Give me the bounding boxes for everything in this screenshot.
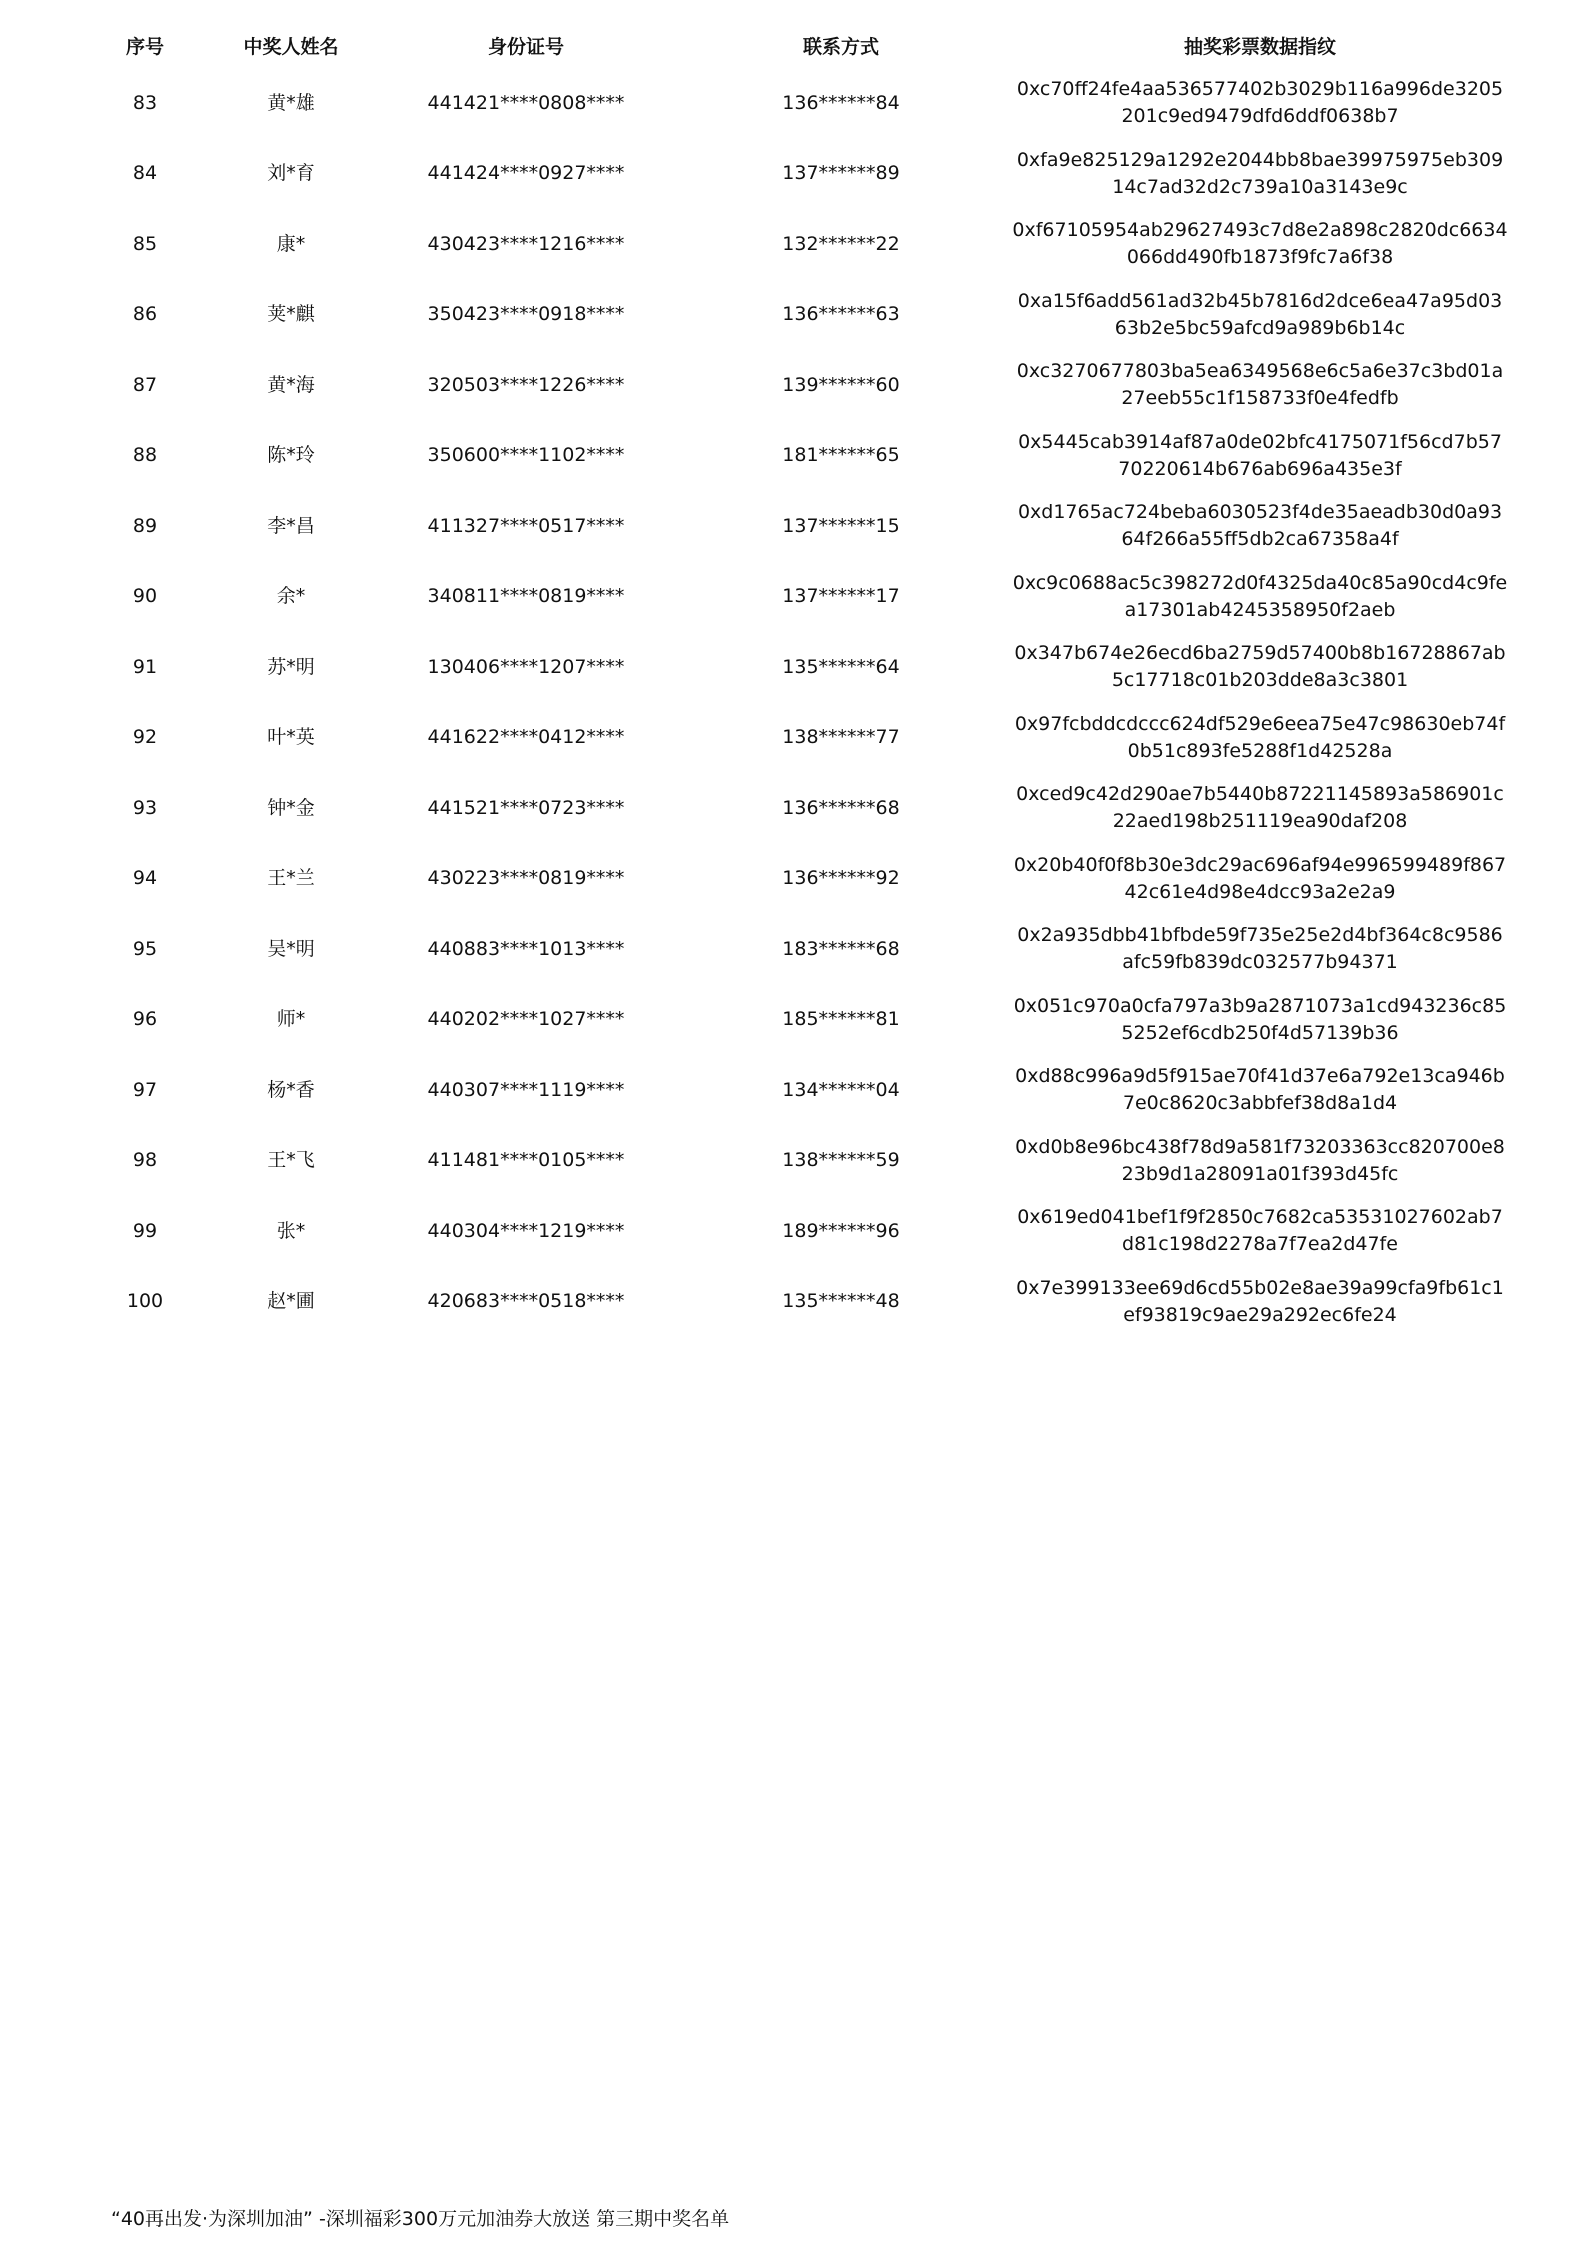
- cell-phone: 181******65: [782, 444, 900, 467]
- cell-fingerprint: [1006, 139, 1514, 210]
- cell-fingerprint: [1006, 421, 1514, 492]
- table-row: [84, 421, 1514, 492]
- fingerprint-line-2: ef93819c9ae29a292ec6fe24: [1123, 1303, 1397, 1326]
- cell-name: 黄*海: [267, 373, 315, 396]
- cell-id: 350600****1102****: [427, 444, 625, 467]
- table-row: [84, 773, 1514, 844]
- cell-name: 陈*玲: [267, 444, 315, 467]
- cell-name: 刘*育: [267, 162, 315, 185]
- fingerprint-line-1: 0x7e399133ee69d6cd55b02e8ae39a99cfa9fb61c1: [1016, 1276, 1504, 1299]
- table-header: [84, 22, 1514, 68]
- fingerprint-line-2: 23b9d1a28091a01f393d45fc: [1121, 1162, 1399, 1185]
- cell-id: 411481****0105****: [427, 1149, 625, 1172]
- cell-id: 440304****1219****: [427, 1219, 625, 1242]
- cell-name: 杨*香: [267, 1078, 315, 1101]
- cell-fingerprint: [1006, 1267, 1514, 1338]
- cell-fingerprint: [1006, 985, 1514, 1056]
- cell-name: 叶*英: [267, 726, 315, 749]
- cell-id: 440883****1013****: [427, 937, 625, 960]
- cell-id: 440202****1027****: [427, 1008, 625, 1031]
- table-row: [84, 562, 1514, 633]
- cell-no: 91: [132, 655, 158, 678]
- cell-fingerprint: [1006, 1196, 1514, 1267]
- cell-no: 100: [126, 1290, 164, 1313]
- cell-no: 90: [132, 585, 158, 608]
- cell-fingerprint: [1006, 280, 1514, 351]
- fingerprint-line-1: 0x051c970a0cfa797a3b9a2871073a1cd943236c85: [1013, 994, 1507, 1017]
- cell-no: 88: [132, 444, 158, 467]
- cell-name: 李*昌: [267, 514, 315, 537]
- cell-id: 440307****1119****: [427, 1078, 625, 1101]
- cell-phone: 137******17: [782, 585, 900, 608]
- cell-name: 黄*雄: [267, 91, 315, 114]
- table-row: [84, 703, 1514, 774]
- cell-name: 康*: [276, 232, 306, 255]
- cell-no: 95: [132, 937, 158, 960]
- fingerprint-line-1: 0xfa9e825129a1292e2044bb8bae39975975eb309: [1016, 148, 1504, 171]
- fingerprint-line-1: 0x2a935dbb41bfbde59f735e25e2d4bf364c8c9586: [1017, 924, 1503, 947]
- table-row: [84, 1267, 1514, 1338]
- table-row: [84, 1055, 1514, 1126]
- fingerprint-line-1: 0x619ed041bef1f9f2850c7682ca53531027602ab7: [1017, 1206, 1503, 1229]
- cell-no: 93: [132, 796, 158, 819]
- fingerprint-line-2: 63b2e5bc59afcd9a989b6b14c: [1114, 316, 1406, 339]
- header-row: [84, 22, 1514, 68]
- table-row: [84, 632, 1514, 703]
- table-row: [84, 985, 1514, 1056]
- cell-no: 92: [132, 726, 158, 749]
- cell-phone: 136******63: [782, 303, 900, 326]
- cell-name: 王*兰: [267, 867, 315, 890]
- cell-fingerprint: [1006, 703, 1514, 774]
- cell-phone: 136******92: [782, 867, 900, 890]
- cell-id: 441424****0927****: [427, 162, 625, 185]
- cell-name: 余*: [276, 585, 306, 608]
- fingerprint-line-1: 0xced9c42d290ae7b5440b87221145893a586901c: [1016, 783, 1504, 806]
- fingerprint-line-2: 64f266a55ff5db2ca67358a4f: [1121, 528, 1399, 551]
- header-fingerprint: 抽奖彩票数据指纹: [1183, 35, 1336, 58]
- table-row: [84, 914, 1514, 985]
- cell-fingerprint: [1006, 914, 1514, 985]
- table-row: [84, 1196, 1514, 1267]
- table-row: [84, 68, 1514, 139]
- cell-name: 荚*麒: [267, 303, 315, 326]
- table-body: [84, 68, 1514, 1337]
- cell-no: 85: [132, 232, 158, 255]
- cell-phone: 132******22: [782, 232, 900, 255]
- winners-table: [84, 22, 1514, 1337]
- cell-no: 94: [132, 867, 158, 890]
- fingerprint-line-1: 0xd88c996a9d5f915ae70f41d37e6a792e13ca946b: [1015, 1065, 1505, 1088]
- cell-name: 师*: [276, 1008, 306, 1031]
- fingerprint-line-2: 0b51c893fe5288f1d42528a: [1127, 739, 1393, 762]
- cell-phone: 136******68: [782, 796, 900, 819]
- cell-no: 89: [132, 514, 158, 537]
- fingerprint-line-2: 066dd490fb1873f9fc7a6f38: [1126, 246, 1394, 269]
- fingerprint-line-2: 42c61e4d98e4dcc93a2e2a9: [1124, 880, 1396, 903]
- cell-phone: 138******77: [782, 726, 900, 749]
- fingerprint-line-1: 0xf67105954ab29627493c7d8e2a898c2820dc6634: [1012, 219, 1508, 242]
- cell-name: 钟*金: [267, 796, 315, 819]
- header-no: 序号: [125, 35, 164, 58]
- cell-fingerprint: [1006, 491, 1514, 562]
- cell-id: 130406****1207****: [427, 655, 625, 678]
- fingerprint-line-1: 0xa15f6add561ad32b45b7816d2dce6ea47a95d03: [1017, 289, 1503, 312]
- table-row: [84, 1126, 1514, 1197]
- fingerprint-line-2: 14c7ad32d2c739a10a3143e9c: [1112, 175, 1408, 198]
- cell-fingerprint: [1006, 562, 1514, 633]
- cell-no: 98: [132, 1149, 158, 1172]
- cell-fingerprint: [1006, 209, 1514, 280]
- fingerprint-line-1: 0x20b40f0f8b30e3dc29ac696af94e996599489f867: [1013, 853, 1507, 876]
- header-phone: 联系方式: [802, 35, 879, 58]
- cell-name: 苏*明: [267, 655, 315, 678]
- fingerprint-line-1: 0xc3270677803ba5ea6349568e6c5a6e37c3bd01a: [1016, 360, 1504, 383]
- table-row: [84, 350, 1514, 421]
- cell-id: 411327****0517****: [427, 514, 625, 537]
- cell-fingerprint: [1006, 1055, 1514, 1126]
- cell-phone: 185******81: [782, 1008, 900, 1031]
- fingerprint-line-2: afc59fb839dc032577b94371: [1122, 951, 1398, 974]
- cell-phone: 134******04: [782, 1078, 900, 1101]
- cell-name: 张*: [276, 1219, 306, 1242]
- cell-fingerprint: [1006, 1126, 1514, 1197]
- cell-phone: 183******68: [782, 937, 900, 960]
- cell-phone: 137******15: [782, 514, 900, 537]
- table-row: [84, 491, 1514, 562]
- fingerprint-line-2: 7e0c8620c3abbfef38d8a1d4: [1122, 1092, 1398, 1115]
- cell-phone: 138******59: [782, 1149, 900, 1172]
- cell-no: 97: [132, 1078, 158, 1101]
- fingerprint-line-1: 0xd0b8e96bc438f78d9a581f73203363cc820700e8: [1015, 1135, 1505, 1158]
- header-name: 中奖人姓名: [243, 35, 339, 58]
- cell-phone: 189******96: [782, 1219, 900, 1242]
- cell-id: 430423****1216****: [427, 232, 625, 255]
- fingerprint-line-1: 0x97fcbddcdccc624df529e6eea75e47c98630eb74f: [1014, 712, 1506, 735]
- cell-id: 441521****0723****: [427, 796, 625, 819]
- cell-id: 441421****0808****: [427, 91, 625, 114]
- fingerprint-line-2: 70220614b676ab696a435e3f: [1118, 457, 1402, 480]
- header-id: 身份证号: [487, 35, 564, 58]
- fingerprint-line-1: 0xd1765ac724beba6030523f4de35aeadb30d0a93: [1017, 501, 1503, 524]
- cell-no: 87: [132, 373, 158, 396]
- cell-name: 王*飞: [267, 1149, 315, 1172]
- cell-id: 340811****0819****: [427, 585, 625, 608]
- cell-fingerprint: [1006, 632, 1514, 703]
- fingerprint-line-1: 0x347b674e26ecd6ba2759d57400b8b16728867ab: [1014, 642, 1506, 665]
- cell-fingerprint: [1006, 773, 1514, 844]
- footer-caption: “40再出发·为深圳加油” -深圳福彩300万元加油券大放送 第三期中奖名单: [111, 2208, 730, 2230]
- fingerprint-line-2: 5252ef6cdb250f4d57139b36: [1121, 1021, 1399, 1044]
- fingerprint-line-2: 22aed198b251119ea90daf208: [1112, 810, 1408, 833]
- cell-phone: 139******60: [782, 373, 900, 396]
- fingerprint-line-2: a17301ab4245358950f2aeb: [1124, 598, 1396, 621]
- cell-no: 99: [132, 1219, 158, 1242]
- fingerprint-line-2: d81c198d2278a7f7ea2d47fe: [1122, 1233, 1398, 1256]
- table-row: [84, 209, 1514, 280]
- table-row: [84, 844, 1514, 915]
- cell-no: 84: [132, 162, 158, 185]
- cell-phone: 136******84: [782, 91, 900, 114]
- cell-fingerprint: [1006, 68, 1514, 139]
- cell-fingerprint: [1006, 350, 1514, 421]
- cell-name: 赵*圃: [267, 1290, 315, 1313]
- cell-id: 350423****0918****: [427, 303, 625, 326]
- cell-name: 吴*明: [267, 937, 315, 960]
- cell-id: 420683****0518****: [427, 1290, 625, 1313]
- fingerprint-line-1: 0x5445cab3914af87a0de02bfc4175071f56cd7b57: [1018, 430, 1502, 453]
- fingerprint-line-1: 0xc70ff24fe4aa536577402b3029b116a996de3205: [1016, 78, 1504, 101]
- table-row: [84, 139, 1514, 210]
- cell-phone: 137******89: [782, 162, 900, 185]
- cell-no: 86: [132, 303, 158, 326]
- fingerprint-line-2: 27eeb55c1f158733f0e4fedfb: [1121, 387, 1399, 410]
- cell-no: 83: [132, 91, 158, 114]
- fingerprint-line-1: 0xc9c0688ac5c398272d0f4325da40c85a90cd4c9fe: [1012, 571, 1508, 594]
- cell-id: 320503****1226****: [427, 373, 625, 396]
- cell-id: 441622****0412****: [427, 726, 625, 749]
- fingerprint-line-2: 201c9ed9479dfd6ddf0638b7: [1121, 105, 1399, 128]
- cell-phone: 135******64: [782, 655, 900, 678]
- table-row: [84, 280, 1514, 351]
- fingerprint-line-2: 5c17718c01b203dde8a3c3801: [1111, 669, 1409, 692]
- cell-fingerprint: [1006, 844, 1514, 915]
- cell-phone: 135******48: [782, 1290, 900, 1313]
- cell-id: 430223****0819****: [427, 867, 625, 890]
- cell-no: 96: [132, 1008, 158, 1031]
